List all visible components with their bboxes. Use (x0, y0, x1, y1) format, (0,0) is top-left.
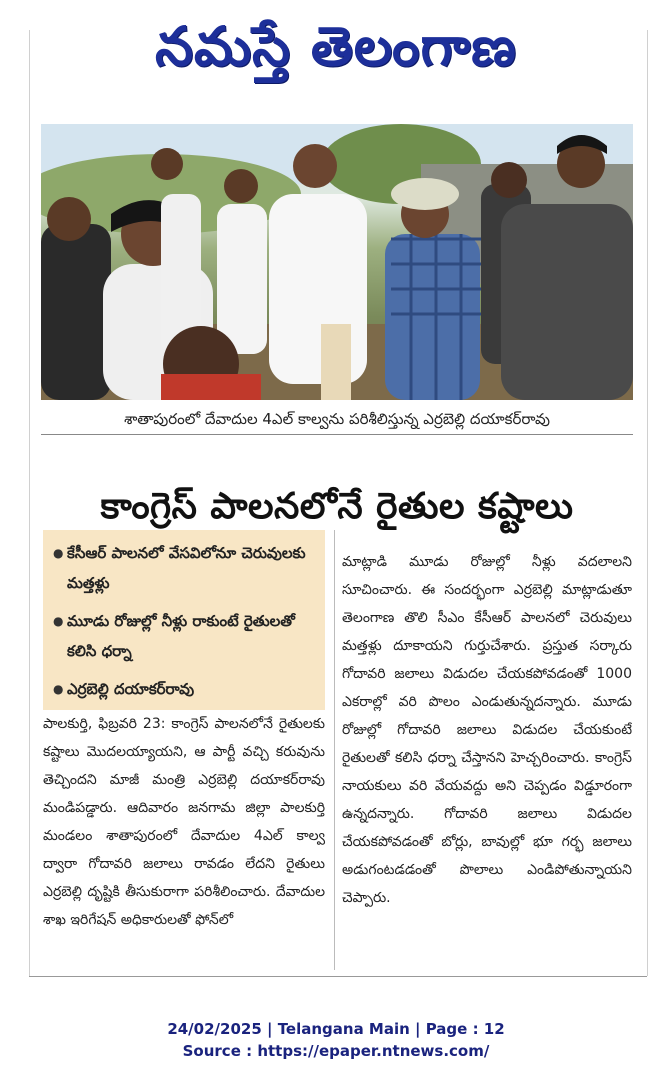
newspaper-logo: నమస్తే తెలంగాణ (155, 14, 517, 78)
article-body-right: మాట్లాడి మూడు రోజుల్లో నీళ్లు వదలాలని సూచించారు. ఈ సందర్భంగా ఎర్రబెల్లి మాట్లాడుతూ తెలంగాణ తొలి సీఎం కేసీఆర్ పాలనలో చెరువులు మత్తళ్లు దూకాయని గుర్తుచేశారు. ప్రస్తుత సర్కారు గోదావరి జలాలు విడుదల చేయకపోవడంతో 1000 ఎకరాల్లో వరి పొలం ఎండుతున్నదన్నారు. మూడు రోజుల్లో గోదావరి జలాలు విడుదల చేయకుంటే రైతులతో కలిసి ధర్నా చేస్తానని హెచ్చరించారు. కాంగ్రెస్ నాయకులు వరి వేయవద్దు అని చెప్పడం విడ్డూరంగా ఉన్నదన్నారు. గోదావరి జలాలు విడుదల చేయకపోవడంతో బోర్లు, బావుల్లో భూ గర్భ జలాలు అడుగంటడడంతో పొలాలు ఎండిపోతున్నాయని చెప్పారు. (342, 554, 632, 906)
highlight-item (53, 538, 315, 598)
masthead (0, 0, 672, 100)
highlight-item (53, 606, 315, 666)
footer-date-page: 24/02/2025 | Telangana Main | Page : 12 (167, 1020, 505, 1038)
highlight-text: మూడు రోజుల్లో నీళ్లు రాకుంటే రైతులతో కలిసి ధర్నా (67, 612, 295, 660)
footer (0, 1018, 672, 1062)
page-border-left (29, 30, 30, 976)
highlight-text: కేసీఆర్ పాలనలో వేసవిలోనూ చెరువులకు మత్తళ్లు (67, 544, 306, 592)
page-border-right (647, 30, 648, 976)
photo-caption: శాతాపురంలో దేవాదుల 4ఎల్ కాల్వను పరిశీలిస్తున్న ఎర్రబెల్లి దయాకర్‌రావు (41, 404, 633, 435)
bullet-icon: ● (53, 682, 64, 696)
footer-source-link[interactable]: Source : https://epaper.ntnews.com/ (182, 1042, 490, 1060)
column-divider (334, 530, 335, 970)
highlight-text: ఎర్రబెల్లి దయాకర్‌రావు (67, 680, 195, 698)
headline: కాంగ్రెస్ పాలనలోనే రైతుల కష్టాలు (100, 486, 574, 528)
photo-illustration (41, 124, 633, 400)
highlights-box (43, 530, 325, 710)
news-photo (41, 124, 633, 400)
page-border-bottom (29, 976, 647, 977)
bullet-icon: ● (53, 546, 64, 560)
highlight-item (53, 674, 315, 704)
bullet-icon: ● (53, 614, 64, 628)
article-body-left: పాలకుర్తి, ఫిబ్రవరి 23: కాంగ్రెస్ పాలనలోనే రైతులకు కష్టాలు మొదలయ్యాయని, ఆ పార్టీ వచ్చి కరువును తెచ్చిందని మాజీ మంత్రి ఎర్రబెల్లి దయాకర్‌రావు మండిపడ్డారు. ఆదివారం జనగామ జిల్లా పాలకుర్తి మండలం శాతాపురంలో దేవాదుల 4ఎల్ కాల్వ ద్వారా గోదావరి జలాలు రావడం లేదని రైతులు ఎర్రబెల్లి దృష్టికి తీసుకురాగా పరిశీలించారు. దేవాదుల శాఖ ఇరిగేషన్ అధికారులతో ఫోన్‌లో (43, 716, 325, 928)
